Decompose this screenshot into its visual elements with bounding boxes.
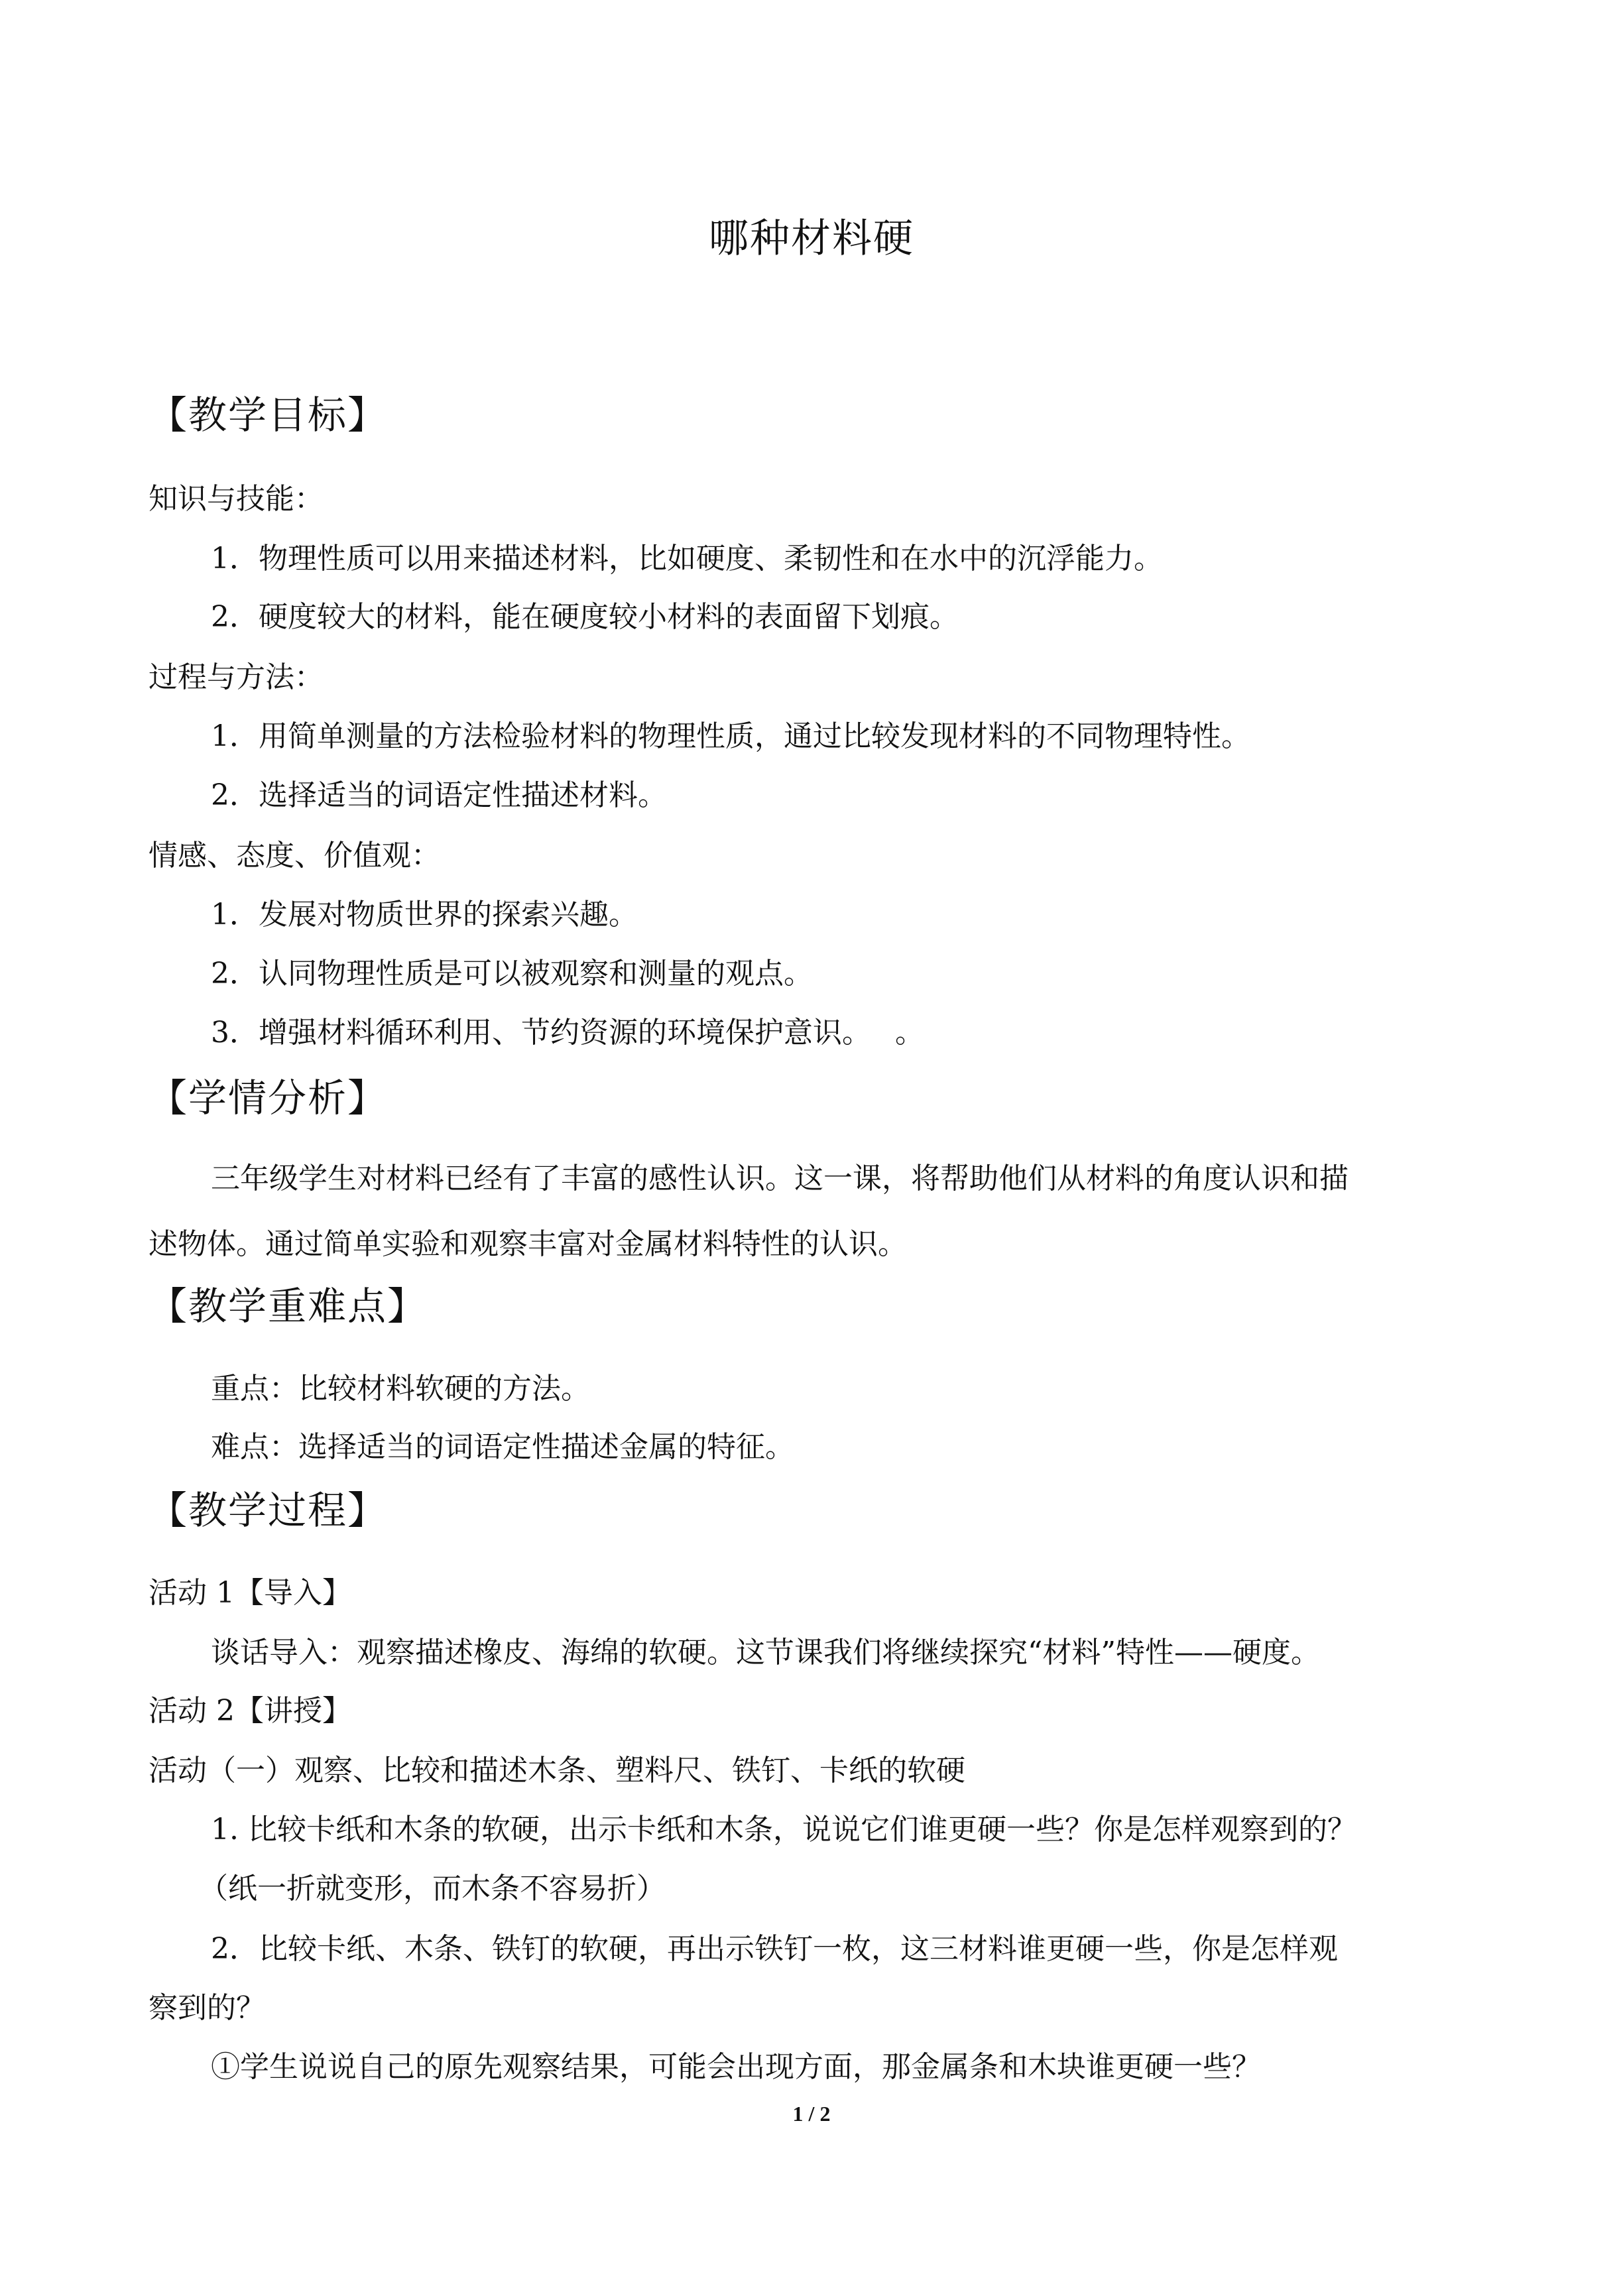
activity-1-label: 活动 1【导入】 [149, 1576, 351, 1610]
activity-2-label: 活动 2【讲授】 [149, 1694, 351, 1728]
analysis-paragraph-line: 述物体。通过简单实验和观察丰富对金属材料特性的认识。 [149, 1227, 907, 1261]
section-heading-goals: 【教学目标】 [149, 393, 388, 438]
step-1: 1. 比较卡纸和木条的软硬，出示卡纸和木条，说说它们谁更硬一些？你是怎样观察到的？ [211, 1813, 1356, 1846]
analysis-paragraph-line: 三年级学生对材料已经有了丰富的感性认识。这一课，将帮助他们从材料的角度认识和描 [211, 1162, 1349, 1195]
step-2-line: 察到的？ [149, 1991, 265, 2025]
step-2-line: 2．比较卡纸、木条、铁钉的软硬，再出示铁钉一枚，这三材料谁更硬一些，你是怎样观 [211, 1932, 1338, 1966]
step-2-sub: ①学生说说自己的原先观察结果，可能会出现方面，那金属条和木块谁更硬一些？ [211, 2050, 1261, 2084]
section-heading-process: 【教学过程】 [149, 1488, 388, 1533]
key-point: 重点：比较材料软硬的方法。 [211, 1372, 590, 1406]
knowledge-item: 1．物理性质可以用来描述材料，比如硬度、柔韧性和在水中的沉浮能力。 [211, 542, 1163, 575]
page-number: 1 / 2 [792, 2102, 831, 2126]
section-heading-keypoints: 【教学重难点】 [149, 1284, 428, 1329]
process-label: 过程与方法： [149, 660, 324, 694]
knowledge-item: 2．硬度较大的材料，能在硬度较小材料的表面留下划痕。 [211, 600, 959, 634]
activity-2-subtitle: 活动（一）观察、比较和描述木条、塑料尺、铁钉、卡纸的软硬 [149, 1754, 965, 1787]
activity-1-text: 谈话导入：观察描述橡皮、海绵的软硬。这节课我们将继续探究“材料”特性——硬度。 [211, 1636, 1320, 1669]
emotion-item: 1．发展对物质世界的探索兴趣。 [211, 898, 638, 932]
knowledge-label: 知识与技能： [149, 482, 324, 516]
difficult-point: 难点：选择适当的词语定性描述金属的特征。 [211, 1430, 794, 1464]
section-heading-analysis: 【学情分析】 [149, 1075, 388, 1120]
emotion-label: 情感、态度、价值观： [149, 839, 440, 873]
process-item: 1．用简单测量的方法检验材料的物理性质，通过比较发现材料的不同物理特性。 [211, 719, 1250, 753]
emotion-item: 3．增强材料循环利用、节约资源的环境保护意识。 。 [211, 1016, 924, 1050]
emotion-item: 2．认同物理性质是可以被观察和测量的观点。 [211, 957, 813, 991]
process-item: 2．选择适当的词语定性描述材料。 [211, 778, 667, 812]
step-1-note: （纸一折就变形，而木条不容易折） [199, 1872, 666, 1905]
document-title: 哪种材料硬 [709, 215, 914, 262]
